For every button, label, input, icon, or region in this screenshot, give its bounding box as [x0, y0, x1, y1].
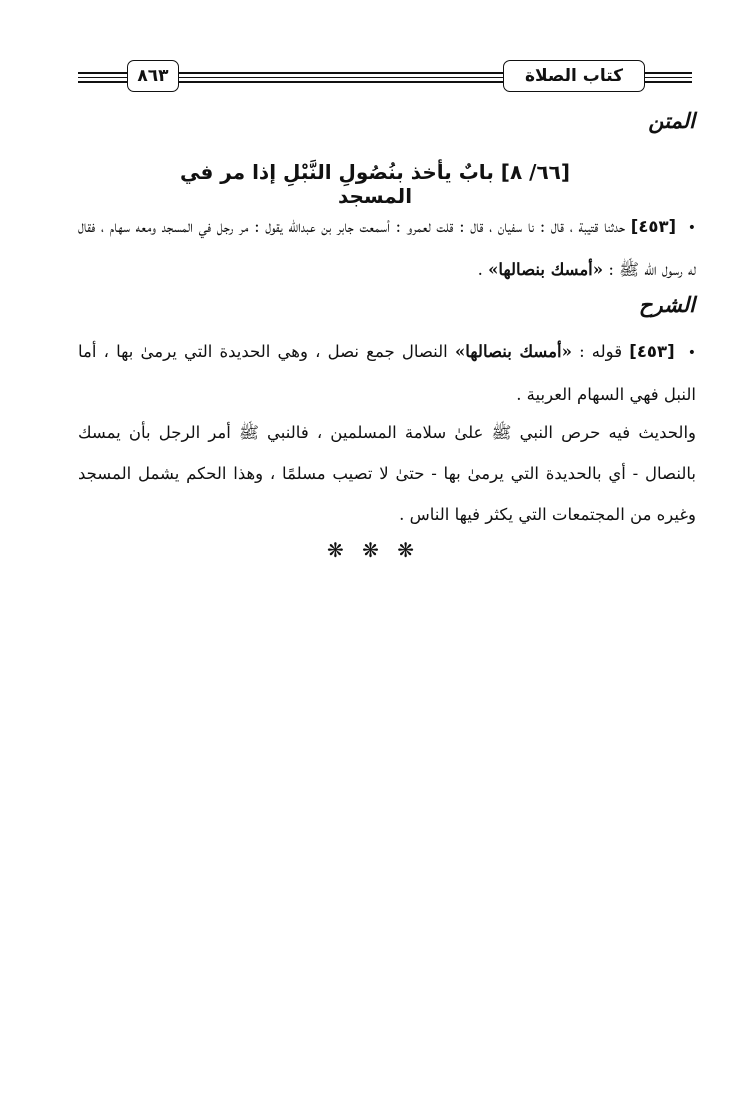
end-marker: ❋ ❋ ❋ — [327, 538, 420, 562]
hadith-text-end: . — [477, 260, 483, 279]
hadith-quote: «أمسك بنصالها» — [488, 260, 604, 279]
hadith-text: حدثنا قتيبة ، قال : نا سفيان ، قال : قلت لعمرو : أسمعت جابر بن عبدالله يقول : مر رجل في المسجد ومعه سهام ، فقال له رسول الله ﷺ : — [78, 217, 696, 279]
sharh-intro: قوله : — [579, 342, 623, 361]
hadith-paragraph — [78, 206, 696, 290]
matn-label: المتن — [648, 108, 695, 133]
bullet-icon: • — [687, 345, 697, 361]
hadith-number: [٤٥٣] — [630, 217, 677, 236]
sharh-text: النصال جمع نصل ، وهي الحديدة التي يرمىٰ بها ، أما النبل فهي السهام العربية . — [78, 342, 696, 404]
sharh-paragraph-2: والحديث فيه حرص النبي ﷺ علىٰ سلامة المسلمين ، فالنبي ﷺ أمر الرجل بأن يمسك بالنصال - أي بالحديدة التي يرمىٰ بها - حتىٰ لا تصيب مسلمًا ، وهذا الحكم يشمل المسجد وغيره من المجتمعات التي يكثر فيها الناس . — [78, 423, 696, 524]
sharh-number: [٤٥٣] — [629, 342, 675, 361]
sharh-label: الشرح — [638, 292, 695, 317]
sharh-quote: «أمسك بنصالها» — [454, 342, 572, 361]
book-title: كتاب الصلاة — [503, 60, 645, 92]
bullet-icon: • — [687, 220, 696, 236]
sharh-paragraph — [78, 331, 696, 415]
page-header — [78, 58, 692, 94]
page-number: ٨٦٣ — [127, 60, 179, 92]
chapter-heading: [٦٦/ ٨] بابٌ يأخذ بنُصُولِ النَّبْلِ إذا مر في المسجد — [180, 160, 570, 208]
